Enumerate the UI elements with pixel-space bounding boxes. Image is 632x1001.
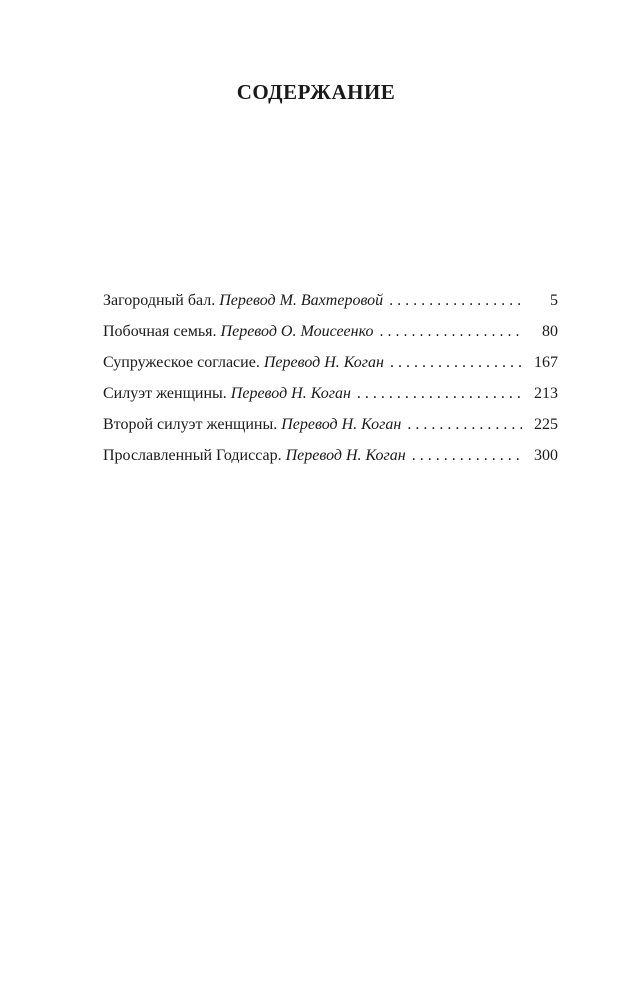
toc-leader-dots [389, 292, 522, 310]
toc-leader-dots [407, 416, 522, 434]
toc-translator: Перевод Н. Коган [230, 385, 351, 402]
toc-entry-text [103, 447, 406, 465]
toc-translator: Перевод М. Вахтеровой [219, 292, 384, 309]
toc-entry [103, 323, 558, 354]
toc-work-title: Побочная семья. [103, 323, 217, 340]
toc-entry [103, 447, 558, 478]
toc-page-number: 225 [534, 416, 558, 433]
toc-entry [103, 385, 558, 416]
toc-leader-dots [379, 323, 522, 341]
toc-page-number: 5 [550, 292, 558, 309]
toc-leader-dots [412, 447, 522, 465]
toc-entry-text [103, 416, 401, 434]
toc-page-number: 213 [534, 385, 558, 402]
toc-translator: Перевод О. Моисеенко [220, 323, 374, 340]
toc-entry-text [103, 323, 373, 341]
toc-entry [103, 416, 558, 447]
toc-work-title: Супружеское согласие. [103, 354, 260, 371]
toc-leader-dots [357, 385, 522, 403]
table-of-contents [103, 292, 558, 478]
toc-entry [103, 292, 558, 323]
toc-entry [103, 354, 558, 385]
toc-work-title: Силуэт женщины. [103, 385, 227, 402]
toc-translator: Перевод Н. Коган [281, 416, 402, 433]
toc-translator: Перевод Н. Коган [285, 447, 406, 464]
toc-work-title: Загородный бал. [103, 292, 216, 309]
toc-work-title: Прославленный Годиссар. [103, 447, 282, 464]
toc-entry-text [103, 385, 351, 403]
toc-leader-dots [390, 354, 522, 372]
toc-entry-text [103, 354, 384, 372]
toc-page-number: 300 [534, 447, 558, 464]
toc-translator: Перевод Н. Коган [263, 354, 384, 371]
toc-work-title: Второй силуэт женщины. [103, 416, 278, 433]
toc-page-number: 167 [534, 354, 558, 371]
toc-entry-text [103, 292, 383, 310]
page-title: СОДЕРЖАНИЕ [236, 80, 396, 104]
toc-page-number: 80 [542, 323, 558, 340]
